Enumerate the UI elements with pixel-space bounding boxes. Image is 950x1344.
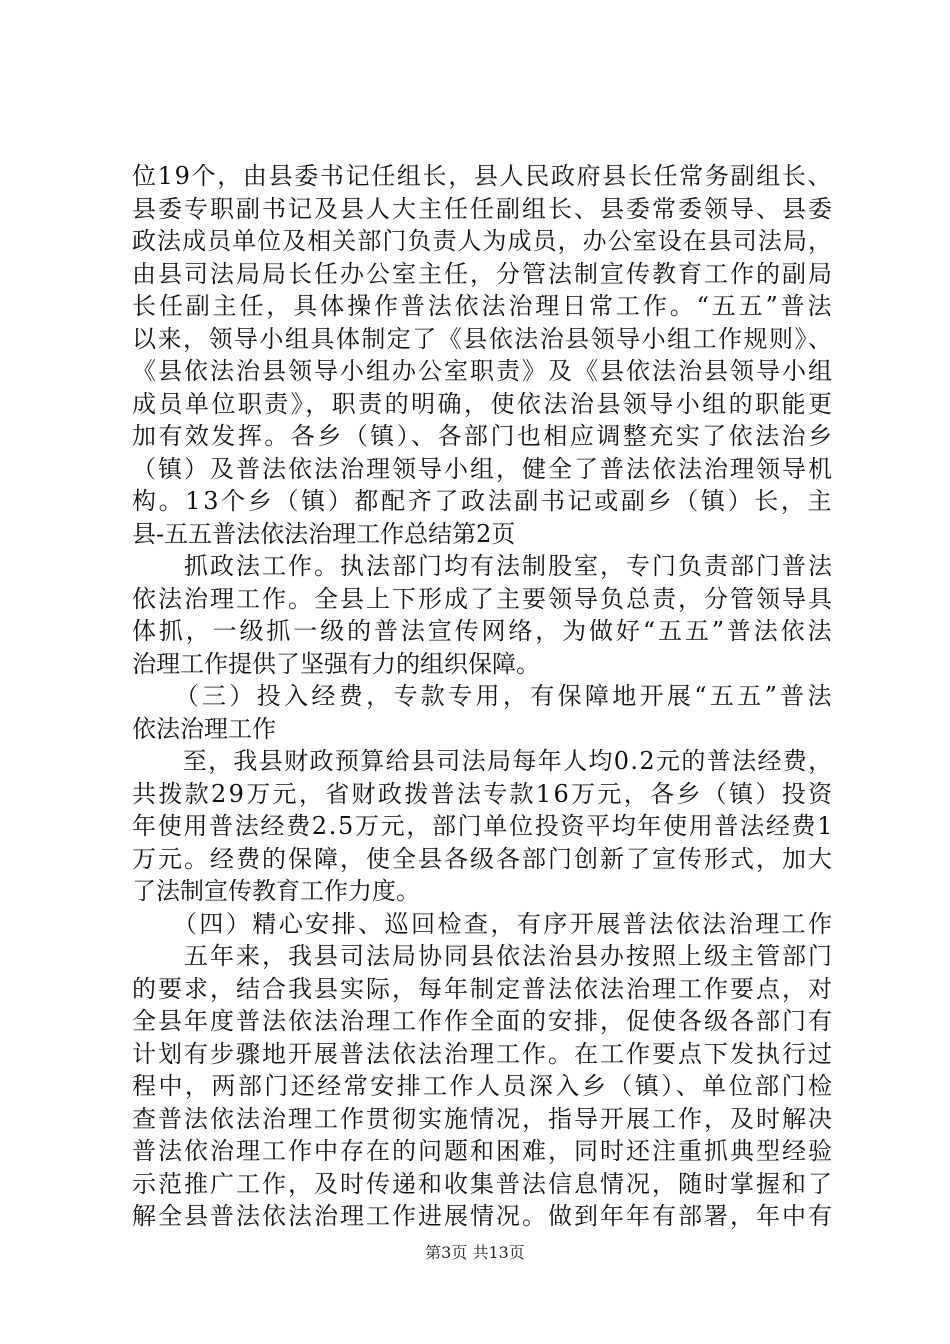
- text-line: 《县依法治县领导小组办公室职责》及《县依法治县领导小组: [132, 357, 834, 385]
- text-line: 示范推广工作，及时传递和收集普法信息情况，随时掌握和了: [132, 1169, 834, 1198]
- page-number: 第3页 共13页: [425, 1243, 525, 1262]
- text-line: 全县年度普法依法治理工作作全面的安排，促使各级各部门有: [132, 1007, 834, 1035]
- text-line: 治理工作提供了坚强有力的组织保障。: [132, 649, 540, 678]
- text-line: 了法制宣传教育工作力度。: [132, 877, 420, 905]
- text-line: 以来，领导小组具体制定了《县依法治县领导小组工作规则》、: [132, 324, 834, 353]
- text-line: 查普法依法治理工作贯彻实施情况，指导开展工作，及时解决: [132, 1104, 834, 1133]
- text-line: 依法治理工作: [132, 714, 276, 743]
- page-footer: [0, 1243, 950, 1263]
- text-line: 构。13个乡（镇）都配齐了政法副书记或副乡（镇）长，主: [132, 487, 835, 515]
- document-body: [132, 160, 835, 1233]
- text-line: 加有效发挥。各乡（镇）、各部门也相应调整充实了依法治乡: [132, 422, 835, 450]
- text-line: 共拨款29万元，省财政拨普法专款16万元，各乡（镇）投资: [132, 779, 835, 808]
- text-line: 年使用普法经费2.5万元，部门单位投资平均年使用普法经费1: [132, 812, 835, 840]
- text-line: 的要求，结合我县实际，每年制定普法依法治理工作要点，对: [132, 974, 834, 1003]
- text-line: 计划有步骤地开展普法依法治理工作。在工作要点下发执行过: [132, 1039, 834, 1068]
- text-line: 县-五五普法依法治理工作总结第2页: [132, 519, 516, 548]
- text-line: 五年来，我县司法局协同县依法治县办按照上级主管部门: [132, 942, 834, 970]
- text-line: 由县司法局局长任办公室主任，分管法制宣传教育工作的副局: [132, 259, 834, 288]
- text-line: 解全县普法依法治理工作进展情况。做到年年有部署，年中有: [132, 1202, 834, 1230]
- text-line: 抓政法工作。执法部门均有法制股室，专门负责部门普法: [132, 552, 834, 580]
- text-line: 体抓，一级抓一级的普法宣传网络，为做好“五五”普法依法: [132, 617, 835, 645]
- text-line: （镇）及普法依法治理领导小组，健全了普法依法治理领导机: [132, 454, 834, 483]
- text-line: 万元。经费的保障，使全县各级各部门创新了宣传形式，加大: [132, 844, 834, 873]
- text-line: 长任副主任，具体操作普法依法治理日常工作。“五五”普法: [132, 292, 835, 320]
- text-line: （四）精心安排、巡回检查，有序开展普法依法治理工作: [132, 909, 835, 938]
- text-line: 县委专职副书记及县人大主任任副组长、县委常委领导、县委: [132, 194, 834, 223]
- text-line: 政法成员单位及相关部门负责人为成员，办公室设在县司法局，: [132, 227, 834, 255]
- text-line: 依法治理工作。全县上下形成了主要领导负总责，分管领导具: [132, 584, 834, 613]
- text-line: 程中，两部门还经常安排工作人员深入乡（镇）、单位部门检: [132, 1072, 835, 1100]
- text-line: 位19个，由县委书记任组长，县人民政府县长任常务副组长、: [132, 162, 834, 190]
- text-line: 成员单位职责》，职责的明确，使依法治县领导小组的职能更: [132, 389, 835, 418]
- text-line: （三）投入经费，专款专用，有保障地开展“五五”普法: [132, 682, 835, 710]
- text-line: 普法依治理工作中存在的问题和困难，同时还注重抓典型经验: [132, 1137, 834, 1165]
- text-line: 至，我县财政预算给县司法局每年人均0.2元的普法经费，: [132, 747, 834, 775]
